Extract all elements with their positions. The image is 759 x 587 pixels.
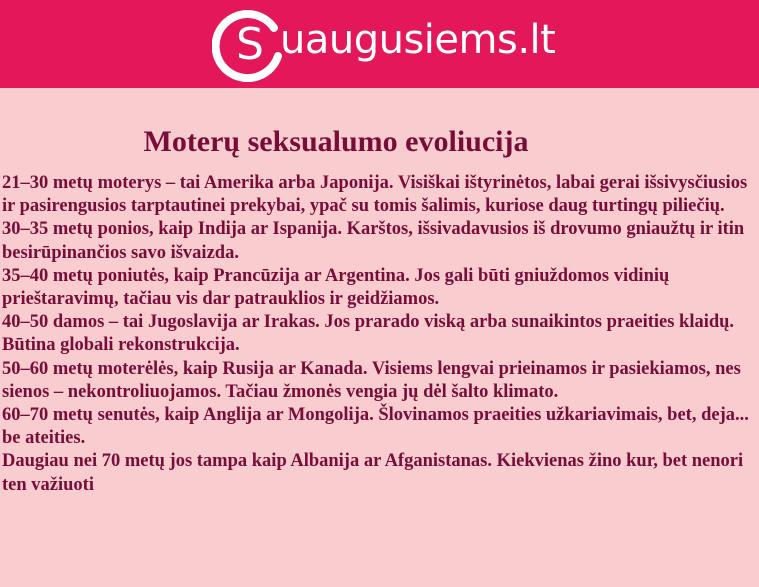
logo-text: uaugusiems.lt	[280, 17, 556, 63]
site-header	[0, 0, 759, 88]
paragraph-60-70: 60–70 metų senutės, kaip Anglija ar Mongolija. Šlovinamos praeities užkariavimais, bet, deja... be ateities.	[2, 405, 749, 449]
article-title: Moterų seksualumo evoliucija	[143, 125, 529, 158]
paragraph-30-35: 30–35 metų ponios, kaip Indija ar Ispanija. Karštos, išsivadavusios iš drovumo gniaužtų ir itin besirūpinančios savo išvaizda.	[2, 219, 745, 263]
article-body	[2, 172, 754, 497]
paragraph-50-60: 50–60 metų moterėlės, kaip Rusija ar Kanada. Visiems lengvai prieinamos ir pasiekiamos, nes sienos – nekontroliuojamos. Tačiau žmonės vengia jų dėl šalto klimato.	[2, 358, 741, 402]
paragraph-70-plus: Daugiau nei 70 metų jos tampa kaip Albanija ar Afganistanas. Kiekvienas žino kur, bet nenori ten važiuoti	[2, 451, 744, 495]
paragraph-40-50: 40–50 damos – tai Jugoslavija ar Irakas. Jos prarado viską arba sunaikintos praeities klaidų. Būtina globali rekonstrukcija.	[2, 312, 735, 356]
paragraph-21-30: 21–30 metų moterys – tai Amerika arba Japonija. Visiškai ištyrinėtos, labai gerai išsivysčiusios ir pasirengusios tarptautinei prekybai, ypač su tomis šalimis, kuriose daug turtingų piliečių.	[2, 173, 748, 217]
paragraph-35-40: 35–40 metų poniutės, kaip Prancūzija ar Argentina. Jos gali būti gniuždomos vidinių prieštaravimų, tačiau vis dar patrauklios ir geidžiamos.	[2, 265, 670, 310]
logo-letter: S	[236, 19, 264, 70]
logo-s-icon	[212, 6, 288, 82]
site-logo[interactable]	[212, 6, 556, 82]
